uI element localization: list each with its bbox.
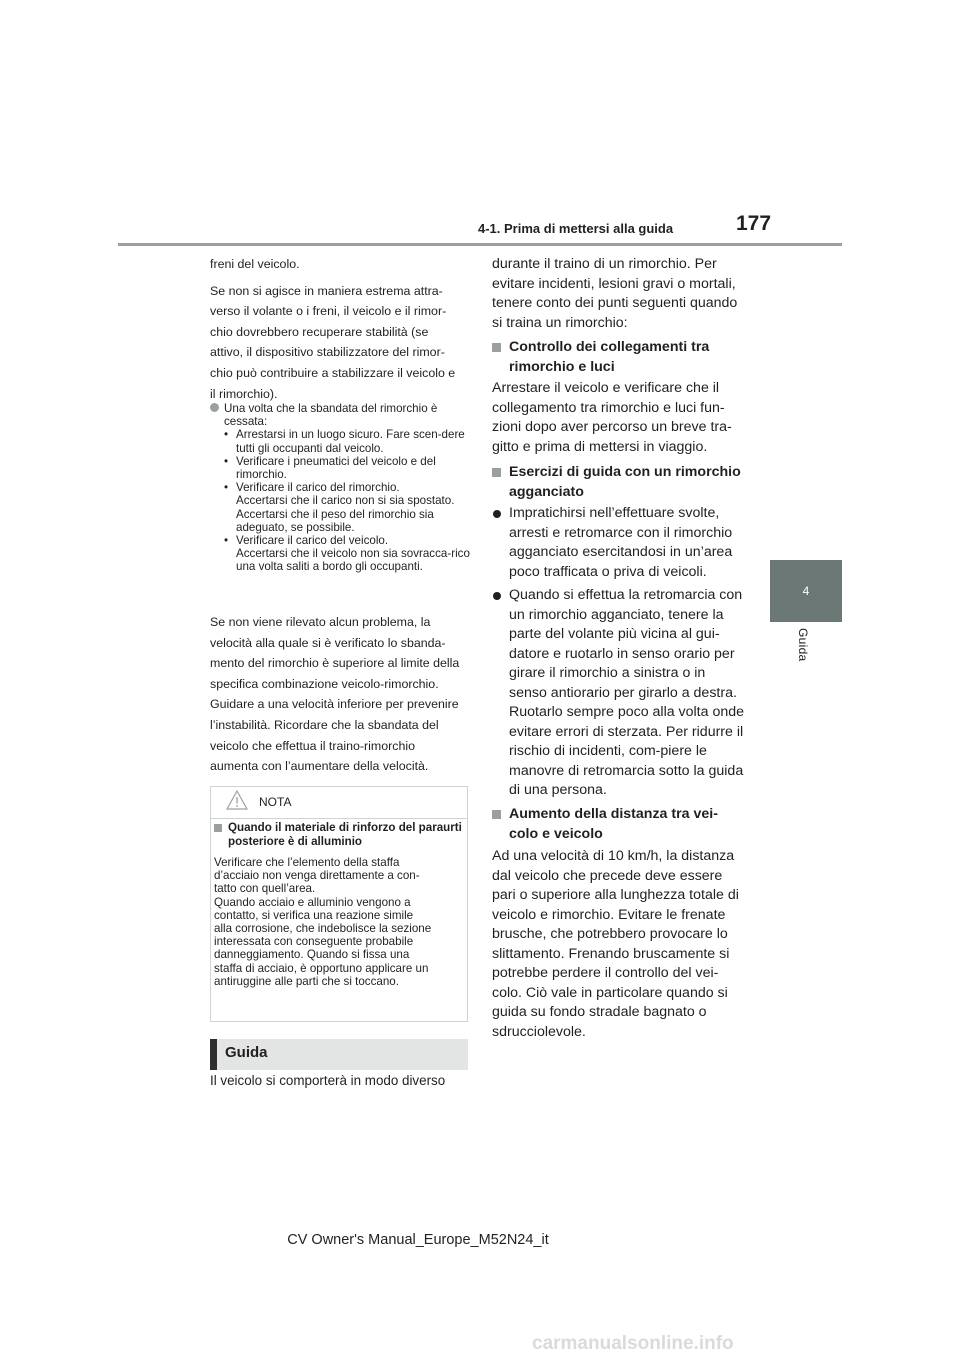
left-intro [210, 254, 472, 404]
footer [0, 1232, 960, 1248]
text-line: attivo, il dispositivo stabilizzatore del rimor- [210, 345, 445, 360]
warning-triangle-icon [226, 790, 248, 810]
square-bullet-icon [492, 343, 501, 352]
left-closing-line: Il veicolo si comporterà in modo diverso [210, 1073, 446, 1088]
list-item: • Verificare i pneumatici del veicolo e del rimorchio. [224, 454, 436, 482]
text-line: specifica combinazione veicolo-rimorchio. [210, 676, 439, 691]
watermark: carmanualsonline.info [532, 1333, 734, 1354]
square-bullet-icon [492, 810, 501, 819]
text-line: Se non viene rilevato alcun problema, la [210, 615, 431, 629]
square-bullet-icon [492, 468, 501, 477]
dot-bullet-icon [493, 510, 501, 518]
section-heading: Esercizi di guida con un rimorchio agganciato [492, 463, 747, 502]
section-heading: Controllo dei collegamenti tra rimorchio e luci [492, 338, 747, 377]
chapter-tab-number: 4 [802, 584, 810, 598]
manual-name: CV Owner's Manual_Europe_M52N24_it [287, 1232, 549, 1248]
section-title: 4-1. Prima di mettersi alla guida [478, 221, 674, 236]
circle-bullet-icon [210, 403, 219, 412]
list-item: Accertarsi che il carico non si sia spostato. Accertarsi che il peso del rimorchio sia adeguato, se possibile. [236, 494, 455, 534]
list-item: Accertarsi che il veicolo non sia sovracca-rico una volta saliti a bordo gli occupanti. [236, 547, 470, 574]
text-line: aumenta con l’aumentare della velocità. [210, 759, 429, 774]
header-divider [118, 243, 842, 246]
text-line: verso il volante o i freni, il veicolo e il rimor- [210, 304, 447, 319]
right-intro: durante il traino di un rimorchio. Per evitare incidenti, lesioni gravi o mortali, tenere conto dei punti seguenti quando si traina un rimorchio: [492, 256, 738, 331]
guida-heading: Guida [225, 1044, 268, 1061]
text-line: veicolo che effettua il traino-rimorchio [210, 738, 416, 753]
section-body: Ad una velocità di 10 km/h, la distanza dal veicolo che precede deve essere pari o superiore alla lunghezza totale di veicolo e rimorchio. Evitare le frenate brusche, che potrebbero provocare lo slittamento. Frenando bruscamente si potrebbe perdere il controllo del vei-colo. Ciò vale in particolare quando si guida su fondo stradale bagnato o sdrucciolevole. [492, 848, 739, 1040]
nota-divider [211, 818, 467, 819]
text-line: velocità alla quale si è verificato lo sbanda- [210, 635, 446, 650]
list-item: Quando si effettua la retromarcia con un rimorchio agganciato, tenere la parte del volante più vicina al gui-datore e ruotarlo in senso orario per girare il rimorchio a sinistra o in senso antiorario per girarlo a destra. Ruotarlo sempre poco alla volta onde evitare errori di sterzata. Per ridurre il rischio di incidenti, com-piere le manovre di retromarcia sotto la guida di una persona. [492, 586, 747, 801]
bullet-block [210, 402, 472, 574]
chapter-tab-label: Guida [796, 628, 810, 662]
text-line: freni del veicolo. [210, 257, 300, 271]
bullet-main-text: Una volta che la sbandata del rimorchio è cessata: [224, 402, 438, 429]
bullet-main [210, 402, 472, 428]
text-line: chio dovrebbero recuperare stabilità (se [210, 324, 429, 339]
nota-subtitle: Quando il materiale di rinforzo del paraurti posteriore è di alluminio [228, 821, 462, 848]
list-item: • Verificare il carico del rimorchio. [224, 481, 400, 495]
square-bullet-icon [214, 824, 222, 832]
list-item: • Verificare il carico del veicolo. [224, 534, 389, 548]
left-paragraph [210, 612, 472, 777]
text-line: chio può contribuire a stabilizzare il veicolo e [210, 365, 456, 380]
text-line: mento del rimorchio è superiore al limite della [210, 656, 460, 671]
text-line: Se non si agisce in maniera estrema attra- [210, 283, 443, 298]
text-line: il rimorchio). [210, 386, 278, 401]
text-line: Guidare a una velocità inferiore per prevenire [210, 697, 459, 712]
list-item: Impratichirsi nell’effettuare svolte, arresti e retromarce con il rimorchio agganciato esercitandosi in un’area poco trafficata o priva di veicoli. [492, 504, 747, 582]
dot-bullet-icon [493, 592, 501, 600]
page-number: 177 [736, 212, 772, 235]
section-body: Arrestare il veicolo e verificare che il collegamento tra rimorchio e luci fun-zioni dopo aver percorso un breve tra-gitto e prima di mettersi in viaggio. [492, 380, 732, 455]
list-item: • Arrestarsi in un luogo sicuro. Fare scen-dere tutti gli occupanti dal veicolo. [224, 428, 465, 455]
guida-heading-bar [210, 1039, 217, 1070]
section-heading: Aumento della distanza tra vei-colo e veicolo [492, 805, 747, 844]
nota-title: NOTA [259, 795, 292, 809]
nota-body: Verificare che l’elemento della staffa d’acciaio non venga direttamente a con- tatto con quell’area. Quando acciaio e alluminio vengono a contatto, si verifica una reazione simile alla corrosione, che indebolisce la sezione interessata con conseguente probabile danneggiamento. Quando si fissa una staffa di acciaio, è opportuno applicare un antiruggine alle parti che si toccano. [214, 856, 432, 988]
text-line: l’instabilità. Ricordare che la sbandata del [210, 717, 439, 732]
